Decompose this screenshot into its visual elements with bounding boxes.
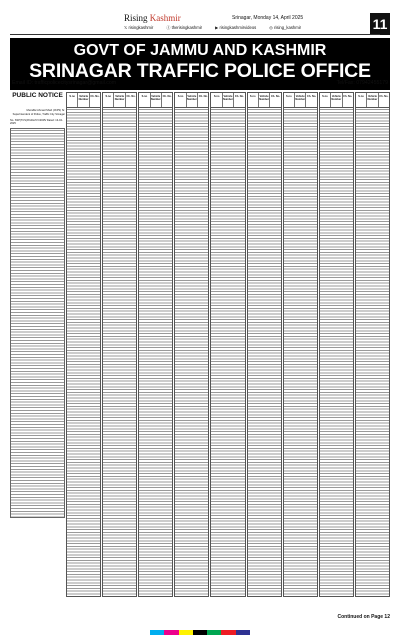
table-column-group [283, 92, 318, 597]
social-handles [124, 25, 301, 31]
table-rows [175, 108, 208, 596]
table-rows [284, 108, 317, 596]
social-instagram: rising_kashmir [274, 25, 302, 30]
paper-name-rising: Rising [124, 13, 150, 23]
column-header-label: Vehicle Number [114, 93, 125, 107]
column-header-label: S.no [103, 93, 114, 107]
table-column-group [355, 92, 390, 597]
banner-line-1: GOVT OF JAMMU AND KASHMIR [73, 42, 327, 59]
table-rows [211, 108, 244, 596]
column-header-label: Vehicle Number [78, 93, 89, 107]
column-header-label: Vehicle Number [259, 93, 270, 107]
column-header [67, 93, 100, 108]
table-column-group [102, 92, 137, 597]
column-header-label: Ch. No. [90, 95, 100, 98]
column-header-label: Vehicle Number [151, 93, 162, 107]
column-header [356, 93, 389, 108]
column-header [175, 93, 208, 108]
column-header-label: S.no [356, 93, 367, 107]
dateline: Srinagar, Monday 14, April 2025 [232, 15, 304, 21]
column-header-label: Vehicle Number [223, 93, 234, 107]
column-header [211, 93, 244, 108]
column-header-label: Ch. No. [379, 95, 389, 98]
column-header-label: S.no [139, 93, 150, 107]
notice-body [10, 103, 65, 106]
public-notice-title: PUBLIC NOTICE [12, 92, 63, 99]
table-rows [67, 108, 100, 596]
notice-table [10, 128, 65, 518]
instagram-icon-handle[interactable]: ◎ rising_kashmir [269, 25, 302, 30]
social-x: risingkashmir [128, 25, 154, 30]
column-header-label: Vehicle Number [331, 93, 342, 107]
vehicle-list-grid [66, 92, 390, 597]
column-header-label: Ch. No. [126, 95, 136, 98]
color-calibration-bar [150, 630, 250, 635]
facebook-icon-handle[interactable]: ⓕ therisingkashmir [166, 25, 203, 30]
table-column-group [210, 92, 245, 597]
column-header-label: Ch. No. [343, 95, 353, 98]
notice-signature: Muzaffar Ahmad Shah (JKPS) Sr. Superintendent of Police, Traffic City Srinagar [12, 109, 65, 116]
column-header-label: S.no [175, 93, 186, 107]
table-column-group [138, 92, 173, 597]
column-header-label: S.no [211, 93, 222, 107]
column-header [248, 93, 281, 108]
table-rows [103, 108, 136, 596]
table-column-group [174, 92, 209, 597]
table-column-group [319, 92, 354, 597]
column-header-label: S.no [284, 93, 295, 107]
column-header-label: Ch. No. [198, 95, 208, 98]
column-header-label: Ch. No. [234, 95, 244, 98]
column-header [284, 93, 317, 108]
paper-name [124, 13, 181, 23]
x-icon-handle[interactable]: 𝕏 risingkashmir [124, 25, 154, 30]
column-header-label: S.no [248, 93, 259, 107]
table-column-group [247, 92, 282, 597]
banner-line-2: SRINAGAR TRAFFIC POLICE OFFICE [29, 60, 371, 82]
column-header-label: Vehicle Number [187, 93, 198, 107]
masthead-rule [10, 34, 380, 35]
table-rows [356, 108, 389, 596]
contact-line [10, 80, 390, 86]
social-facebook: therisingkashmir [171, 25, 203, 30]
tel-fax: Tel/Fax: 07942455179 [336, 80, 388, 86]
column-header-label: S.no [67, 93, 78, 107]
column-header-label: Ch. No. [307, 95, 317, 98]
email[interactable]: Email ID: trafficpolicecitysrinagar@gmail.com [12, 80, 117, 86]
masthead [10, 13, 390, 35]
column-header [320, 93, 353, 108]
paper-name-kashmir: Kashmir [149, 13, 181, 23]
youtube-icon-handle[interactable]: ▶ risingkashmirvideos [215, 25, 257, 30]
social-youtube: risingkashmirvideos [219, 25, 257, 30]
column-header-label: S.no [320, 93, 331, 107]
table-rows [139, 108, 172, 596]
column-header [139, 93, 172, 108]
column-header-label: Vehicle Number [367, 93, 378, 107]
notice-reference: No. SSP(TCS)/Public/CV/2025/ Dated: 13-04-2025 [10, 118, 63, 126]
continued-note: Continued on Page 12 [337, 614, 390, 620]
public-notice [10, 92, 65, 597]
column-header [103, 93, 136, 108]
table-column-group [66, 92, 101, 597]
column-header-label: Ch. No. [162, 95, 172, 98]
table-rows [248, 108, 281, 596]
column-header-label: Vehicle Number [295, 93, 306, 107]
table-rows [320, 108, 353, 596]
column-header-label: Ch. No. [270, 95, 281, 98]
page-number: 11 [370, 13, 390, 35]
